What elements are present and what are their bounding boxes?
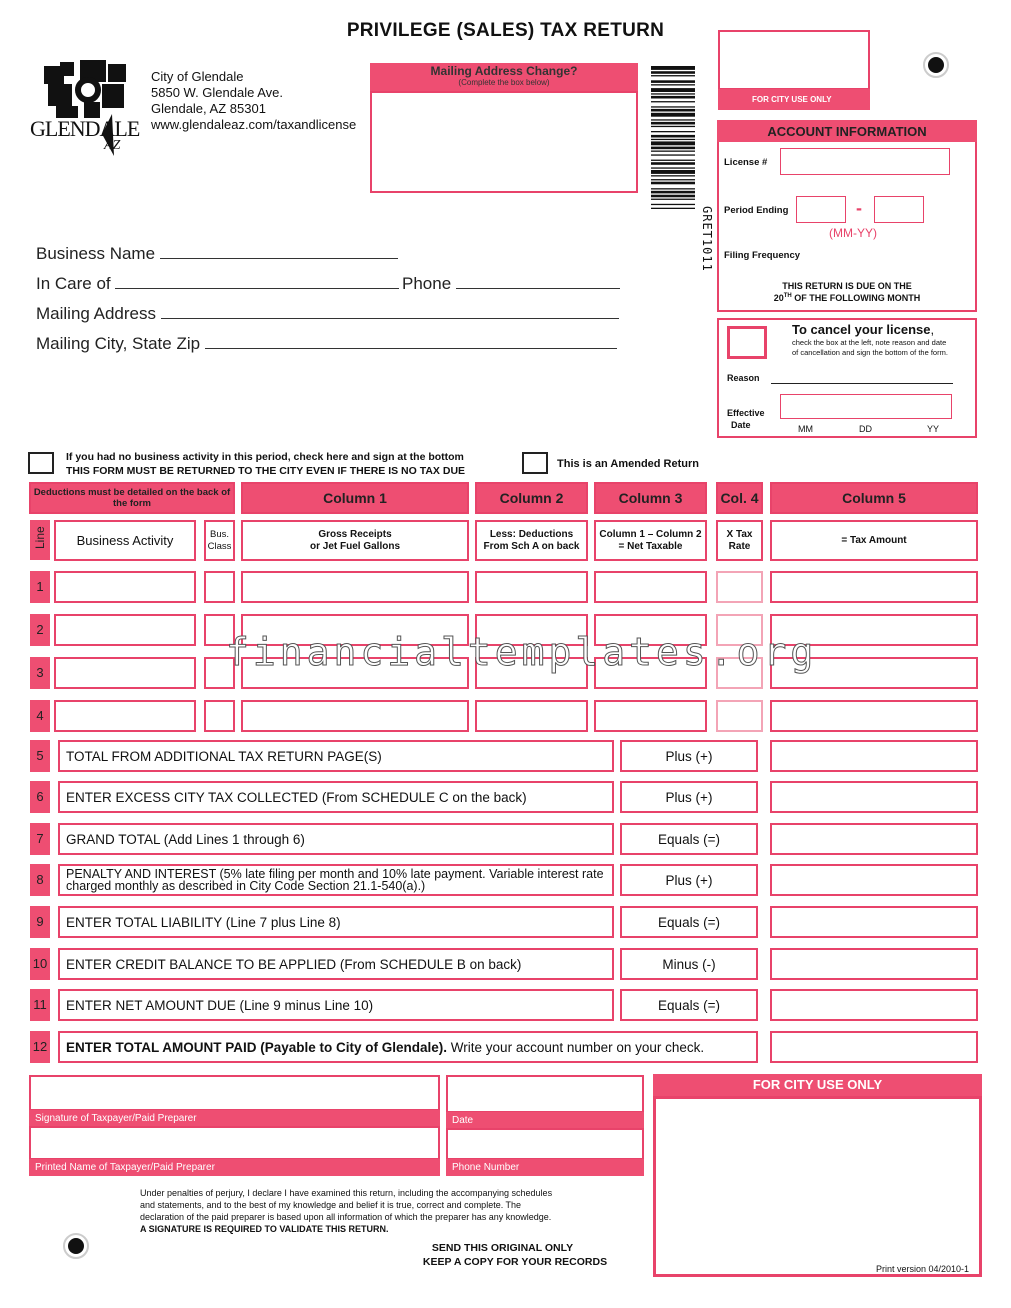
gross-text-1: Gross Receipts: [318, 528, 392, 540]
total-line-number: 7: [30, 823, 50, 855]
less-text-1: Less: Deductions: [489, 528, 574, 540]
effective-label-1: Effective: [727, 408, 765, 418]
print-version: Print version 04/2010-1: [876, 1264, 970, 1274]
total-line-amount[interactable]: [770, 781, 978, 813]
glendale-logo-icon: [30, 58, 142, 158]
bus-class-input[interactable]: [204, 700, 235, 732]
gross-receipts-input[interactable]: [241, 571, 469, 603]
in-care-of-label: In Care of: [36, 274, 111, 293]
perjury-text: [140, 1187, 600, 1235]
total-line-number: 6: [30, 781, 50, 813]
mailing-change-title: Mailing Address Change?: [430, 64, 578, 78]
barcode-icon: [651, 66, 699, 290]
perjury-line-1: Under penalties of perjury, I declare I have examined this return, including the accompanying schedules: [140, 1188, 553, 1198]
cancel-title: [792, 322, 934, 337]
account-info-title: ACCOUNT INFORMATION: [717, 120, 977, 142]
city-use-bottom-box: [653, 1096, 982, 1277]
total-line-label: PENALTY AND INTEREST (5% late filing per month and 10% late payment. Variable interest rate charged monthly as described in City Code Section 21.1-540(a).): [58, 864, 614, 896]
perjury-line-3: declaration of the paid preparer is based upon all information of which the preparer has any knowledge.: [140, 1212, 552, 1222]
total-line-amount[interactable]: [770, 823, 978, 855]
line-12-label: [58, 1031, 758, 1063]
deductions-header: [475, 520, 588, 561]
mailing-address-field[interactable]: [36, 304, 619, 324]
period-label: Period Ending: [724, 205, 789, 216]
city-name: City of Glendale: [151, 69, 244, 84]
total-line-label: ENTER TOTAL LIABILITY (Line 7 plus Line 8): [58, 906, 614, 938]
business-name-field[interactable]: [36, 244, 398, 264]
total-line-operator: Plus (+): [620, 781, 758, 813]
cancel-title-text: To cancel your license: [792, 322, 931, 337]
net-taxable-header: [594, 520, 707, 561]
city-use-top-box: [718, 30, 870, 90]
no-activity-line-2: THIS FORM MUST BE RETURNED TO THE CITY EVEN IF THERE IS NO TAX DUE: [66, 465, 466, 477]
business-activity-header: [54, 520, 196, 561]
license-input[interactable]: [780, 148, 950, 175]
cancel-checkbox[interactable]: [727, 326, 767, 359]
total-line-operator: Equals (=): [620, 823, 758, 855]
less-text-2: From Sch A on back: [483, 540, 580, 552]
send-line-2: KEEP A COPY FOR YOUR RECORDS: [422, 1256, 608, 1268]
total-line-operator: Plus (+): [620, 740, 758, 772]
date-label: Date: [446, 1112, 644, 1129]
total-line-amount[interactable]: [770, 740, 978, 772]
gross-receipts-header: [241, 520, 469, 561]
line-header: [30, 520, 50, 560]
due-line-2: [717, 293, 977, 303]
printed-name-label: Printed Name of Taxpayer/Paid Preparer: [29, 1159, 440, 1176]
watermark: financialtemplates.org: [226, 630, 818, 674]
deductions-input[interactable]: [475, 700, 588, 732]
total-line-amount[interactable]: [770, 864, 978, 896]
total-line-operator: Minus (-): [620, 948, 758, 980]
deductions-note: [29, 482, 235, 514]
total-line-label: GRAND TOTAL (Add Lines 1 through 6): [58, 823, 614, 855]
bus-class-text-2: Class: [207, 540, 232, 552]
total-line-label: ENTER NET AMOUNT DUE (Line 9 minus Line 10): [58, 989, 614, 1021]
mailing-change-header: [370, 63, 638, 93]
frequency-label: Filing Frequency: [724, 250, 801, 261]
city-use-top-label: FOR CITY USE ONLY: [718, 89, 870, 110]
bus-class-text-1: Bus.: [209, 528, 229, 540]
row-number: 1: [30, 571, 50, 603]
total-line-amount[interactable]: [770, 948, 978, 980]
deductions-input[interactable]: [475, 571, 588, 603]
tax-rate-input[interactable]: [716, 700, 763, 732]
total-line-amount[interactable]: [770, 989, 978, 1021]
total-line-number: 9: [30, 906, 50, 938]
logo-text: GLENDALE: [30, 116, 140, 141]
due-suffix: TH: [783, 293, 792, 299]
due-day: 20: [773, 293, 784, 303]
signature-input[interactable]: [29, 1075, 440, 1111]
no-activity-checkbox[interactable]: [28, 452, 54, 474]
business-activity-text: Business Activity: [76, 532, 174, 548]
column-5-header: Column 5: [770, 482, 978, 514]
city-address: [151, 69, 356, 133]
tax-amount-input[interactable]: [770, 700, 978, 732]
line-12-number: 12: [30, 1031, 50, 1063]
total-line-label: TOTAL FROM ADDITIONAL TAX RETURN PAGE(S): [58, 740, 614, 772]
total-line-label: ENTER CREDIT BALANCE TO BE APPLIED (From SCHEDULE B on back): [58, 948, 614, 980]
period-hint: (MM-YY): [829, 226, 877, 240]
amended-label: This is an Amended Return: [557, 458, 700, 470]
effective-dd: DD: [859, 424, 872, 434]
period-month-input[interactable]: [796, 196, 846, 223]
phone-label: Phone: [402, 274, 452, 293]
business-activity-input[interactable]: [54, 614, 196, 646]
tax-amount-input[interactable]: [770, 571, 978, 603]
column-4-header: Col. 4: [716, 482, 763, 514]
phone-number-label: Phone Number: [446, 1159, 644, 1176]
column-3-header: Column 3: [594, 482, 707, 514]
total-line-label: ENTER EXCESS CITY TAX COLLECTED (From SCHEDULE C on the back): [58, 781, 614, 813]
perjury-line-2: and statements, and to the best of my knowledge and belief it is true, correct and complete. The: [140, 1200, 522, 1210]
line-header-text: Line: [33, 526, 47, 549]
punch-hole-bottom: [63, 1233, 89, 1259]
total-line-operator: Plus (+): [620, 864, 758, 896]
total-line-number: 11: [30, 989, 50, 1021]
line-12-amount[interactable]: [770, 1031, 978, 1063]
due-line-1: THIS RETURN IS DUE ON THE: [782, 281, 912, 291]
tax-amount-text: = Tax Amount: [841, 534, 907, 546]
city-use-bottom-title: FOR CITY USE ONLY: [653, 1074, 982, 1098]
printed-name-input[interactable]: [29, 1126, 440, 1160]
effective-yy: YY: [927, 424, 940, 434]
mailing-city-label: Mailing City, State Zip: [36, 334, 201, 353]
net-text-1: Column 1 – Column 2: [599, 528, 702, 540]
total-line-number: 5: [30, 740, 50, 772]
no-activity-line-1: If you had no business activity in this period, check here and sign at the bottom: [66, 451, 464, 463]
period-separator: -: [856, 198, 862, 218]
date-input[interactable]: [446, 1075, 644, 1113]
cancel-desc-1: check the box at the left, note reason and date: [792, 338, 947, 347]
rate-text-1: X Tax: [726, 528, 753, 540]
total-line-number: 10: [30, 948, 50, 980]
business-activity-input[interactable]: [54, 700, 196, 732]
line-12-bold: ENTER TOTAL AMOUNT PAID (Payable to City of Glendale).: [66, 1039, 448, 1055]
logo-sub: AZ: [104, 138, 121, 153]
phone-field[interactable]: [402, 274, 620, 294]
license-label: License #: [724, 157, 768, 168]
row-number: 3: [30, 657, 50, 689]
city-citystate: Glendale, AZ 85301: [151, 101, 266, 116]
tax-rate-input[interactable]: [716, 571, 763, 603]
mailing-address-label: Mailing Address: [36, 304, 157, 323]
form-title: PRIVILEGE (SALES) TAX RETURN: [346, 20, 665, 41]
mailing-change-subtitle: (Complete the box below): [458, 78, 550, 87]
city-street: 5850 W. Glendale Ave.: [151, 85, 284, 100]
column-2-header: Column 2: [475, 482, 588, 514]
mailing-city-field[interactable]: [36, 334, 617, 354]
mailing-change-box[interactable]: [370, 91, 638, 193]
glendale-logo: [30, 58, 142, 158]
business-name-label: Business Name: [36, 244, 156, 263]
rate-text-2: Rate: [728, 540, 751, 552]
total-line-number: 8: [30, 864, 50, 896]
effective-mm: MM: [798, 424, 813, 434]
total-line-amount[interactable]: [770, 906, 978, 938]
city-url[interactable]: www.glendaleaz.com/taxandlicense: [151, 117, 357, 132]
period-year-input[interactable]: [874, 196, 924, 223]
barcode-text: GRET1011: [700, 206, 714, 272]
row-number: 2: [30, 614, 50, 646]
tax-amount-header: [770, 520, 978, 561]
business-activity-input[interactable]: [54, 571, 196, 603]
due-tail: OF THE FOLLOWING MONTH: [791, 293, 921, 303]
total-line-operator: Equals (=): [620, 989, 758, 1021]
effective-label-2: Date: [731, 420, 751, 430]
total-line-operator: Equals (=): [620, 906, 758, 938]
reason-line[interactable]: [771, 383, 953, 384]
line-12-rest: Write your account number on your check.: [447, 1039, 705, 1055]
send-line-1: SEND THIS ORIGINAL ONLY: [431, 1242, 574, 1254]
tax-rate-header: [716, 520, 763, 561]
punch-hole-top: [923, 52, 949, 78]
barcode: [651, 66, 699, 290]
net-taxable-input[interactable]: [594, 571, 707, 603]
reason-label: Reason: [727, 373, 760, 383]
column-1-header: Column 1: [241, 482, 469, 514]
signature-label: Signature of Taxpayer/Paid Preparer: [29, 1110, 440, 1127]
gross-receipts-input[interactable]: [241, 700, 469, 732]
deductions-note-text: Deductions must be detailed on the back of the form: [33, 487, 231, 509]
in-care-of-field[interactable]: [36, 274, 399, 294]
phone-number-input[interactable]: [446, 1128, 644, 1160]
perjury-line-4: A SIGNATURE IS REQUIRED TO VALIDATE THIS RETURN.: [140, 1224, 389, 1234]
net-text-2: = Net Taxable: [618, 540, 683, 552]
bus-class-input[interactable]: [204, 571, 235, 603]
net-taxable-input[interactable]: [594, 700, 707, 732]
cancel-title-tail: ,: [930, 322, 935, 337]
amended-checkbox[interactable]: [522, 452, 548, 474]
cancel-desc-2: of cancellation and sign the bottom of the form.: [792, 348, 948, 357]
business-activity-input[interactable]: [54, 657, 196, 689]
bus-class-header: [204, 520, 235, 561]
effective-date-input[interactable]: [780, 394, 952, 419]
gross-text-2: or Jet Fuel Gallons: [309, 540, 401, 552]
row-number: 4: [30, 700, 50, 732]
